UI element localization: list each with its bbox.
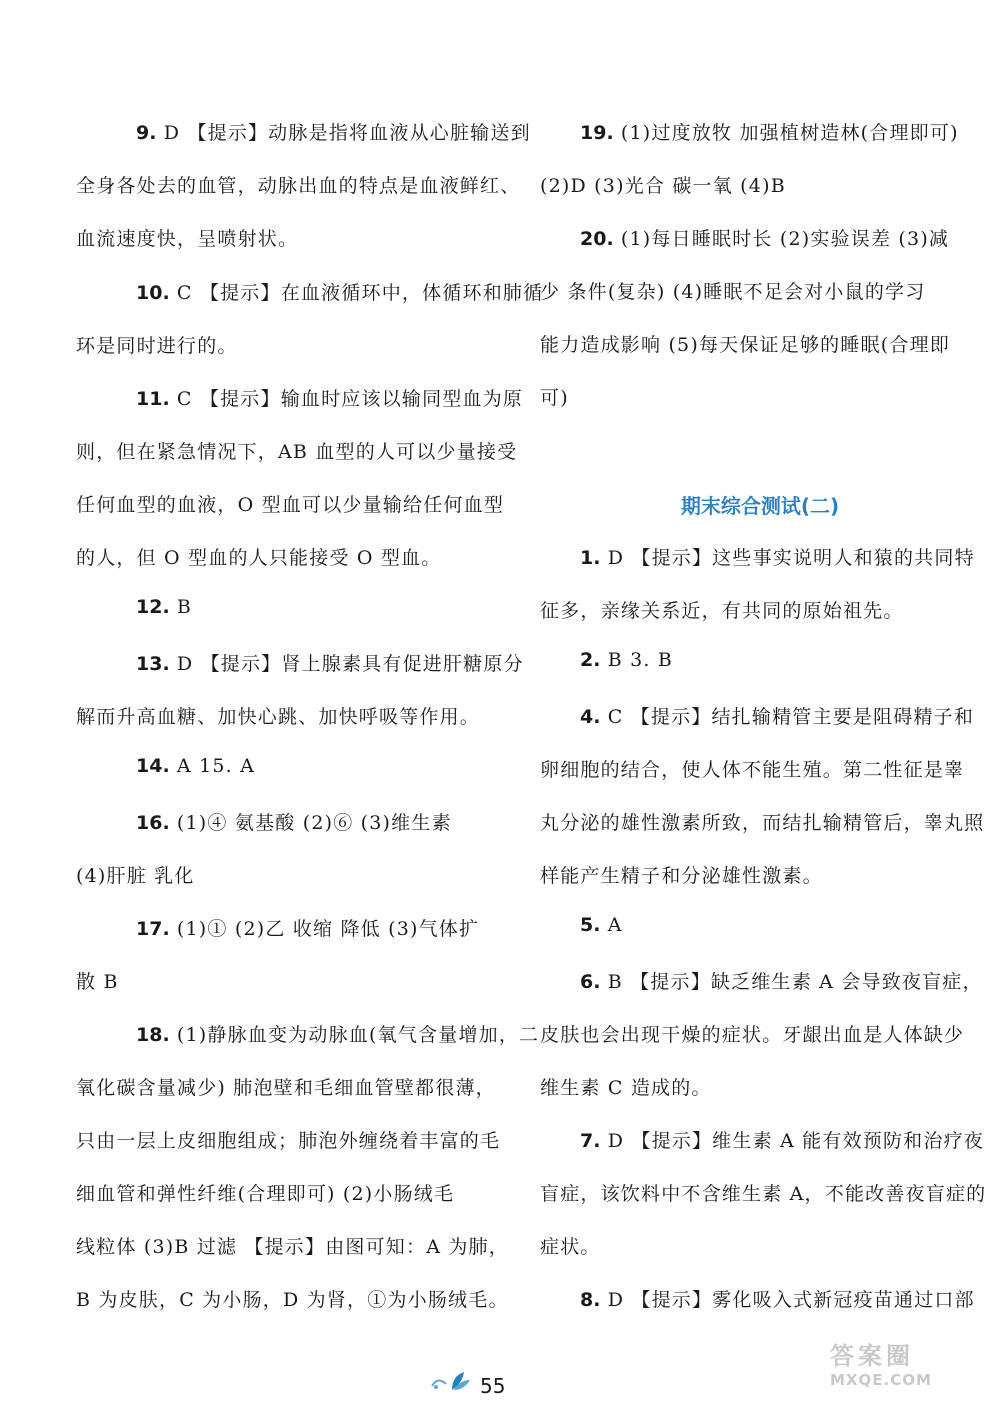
answer-text: 皮肤也会出现干燥的症状。牙龈出血是人体缺少 [540,1024,965,1046]
answer-number: 5. [580,914,601,936]
answer-text: (4)肝脏 乳化 [76,865,195,887]
answer-number: 2. [580,649,601,671]
answer-number: 14. [136,755,170,777]
answer-text: D 【提示】雾化吸入式新冠疫苗通过口部 [600,1289,975,1311]
watermark-title: 答案圈 [830,1342,914,1370]
answer-text: D 【提示】这些事实说明人和猿的共同特 [600,547,975,569]
answer-number: 11. [136,388,170,410]
answer-text: 全身各处去的血管，动脉出血的特点是血液鲜红、 [76,175,521,197]
answer-number: 18. [136,1024,170,1046]
answer-text: (1)过度放牧 加强植树造林(合理即可) [613,122,959,144]
answer-number: 8. [580,1289,601,1311]
section-title: 期末综合测试(二) [680,494,840,518]
answer-text: 则，但在紧急情况下，AB 血型的人可以少量接受 [76,441,518,463]
answer-text: D 【提示】肾上腺素具有促进肝糖原分 [169,653,524,675]
answer-number: 12. [136,596,170,618]
answer-text: 卵细胞的结合，使人体不能生殖。第二性征是睾 [540,759,965,781]
answer-text: 血流速度快，呈喷射状。 [76,228,299,250]
answer-text: C 【提示】在血液循环中，体循环和肺循 [169,282,544,304]
answer-number: 17. [136,918,170,940]
answer-text: (2)D (3)光合 碳一氧 (4)B [540,175,786,197]
watermark-url: MXQE.COM [830,1371,932,1389]
answer-text: A 15. A [169,755,256,777]
answer-text: (1)每日睡眠时长 (2)实验误差 (3)减 [613,228,950,250]
answer-text: 丸分泌的雄性激素所致，而结扎输精管后，睾丸照 [540,812,985,834]
answer-text: 盲症，该饮料中不含维生素 A，不能改善夜盲症的 [540,1183,987,1205]
answer-number: 1. [580,547,601,569]
answer-number: 7. [580,1130,601,1152]
watermark [830,1336,990,1392]
answer-text: D 【提示】维生素 A 能有效预防和治疗夜 [600,1130,984,1152]
answer-text: (1)静脉血变为动脉血(氧气含量增加，二 [169,1024,540,1046]
answer-text: B [169,596,193,618]
answer-text: 任何血型的血液，O 型血可以少量输给任何血型 [76,494,505,516]
answer-text: 氧化碳含量减少) 肺泡壁和毛细血管壁都很薄， [76,1077,496,1099]
answer-text: B 为皮肤，C 为小肠，D 为肾，①为小肠绒毛。 [76,1289,509,1311]
answer-text: 症状。 [540,1236,601,1258]
answer-text: 征多，亲缘关系近，有共同的原始祖先。 [540,600,904,622]
answer-text: D 【提示】动脉是指将血液从心脏输送到 [156,122,531,144]
answer-text: 细血管和弹性纤维(合理即可) (2)小肠绒毛 [76,1183,455,1205]
answer-text: C 【提示】输血时应该以输同型血为原 [169,388,524,410]
answer-text: 维生素 C 造成的。 [540,1077,712,1099]
answer-text: 线粒体 (3)B 过滤 【提示】由图可知：A 为肺， [76,1236,509,1258]
answer-text: B 3. B [600,649,674,671]
answer-number: 9. [136,122,157,144]
answer-text: 环是同时进行的。 [76,335,238,357]
answer-number: 6. [580,971,601,993]
answer-number: 19. [580,122,614,144]
page-number: 55 [480,1374,506,1398]
answer-text: 少 条件(复杂) (4)睡眠不足会对小鼠的学习 [540,281,926,303]
answer-text: 能力造成影响 (5)每天保证足够的睡眠(合理即 [540,334,950,356]
answer-number: 10. [136,282,170,304]
answer-number: 4. [580,706,601,728]
answer-text: 的人，但 O 型血的人只能接受 O 型血。 [76,547,442,569]
answer-text: C 【提示】结扎输精管主要是阻碍精子和 [600,706,975,728]
answer-text: 散 B [76,971,119,993]
answer-text: 可) [540,387,569,409]
answer-text: 只由一层上皮细胞组成；肺泡外缠绕着丰富的毛 [76,1130,501,1152]
answer-text: 样能产生精子和分泌雄性激素。 [540,865,823,887]
answer-text: B 【提示】缺乏维生素 A 会导致夜盲症， [600,971,983,993]
answer-number: 20. [580,228,614,250]
answer-text: A [600,914,623,936]
leaf-ornament-icon [430,1368,474,1394]
answer-number: 13. [136,653,170,675]
answer-text: (1)④ 氨基酸 (2)⑥ (3)维生素 [169,812,452,834]
answer-number: 16. [136,812,170,834]
answer-text: 解而升高血糖、加快心跳、加快呼吸等作用。 [76,706,481,728]
answer-text: (1)① (2)乙 收缩 降低 (3)气体扩 [169,918,480,940]
